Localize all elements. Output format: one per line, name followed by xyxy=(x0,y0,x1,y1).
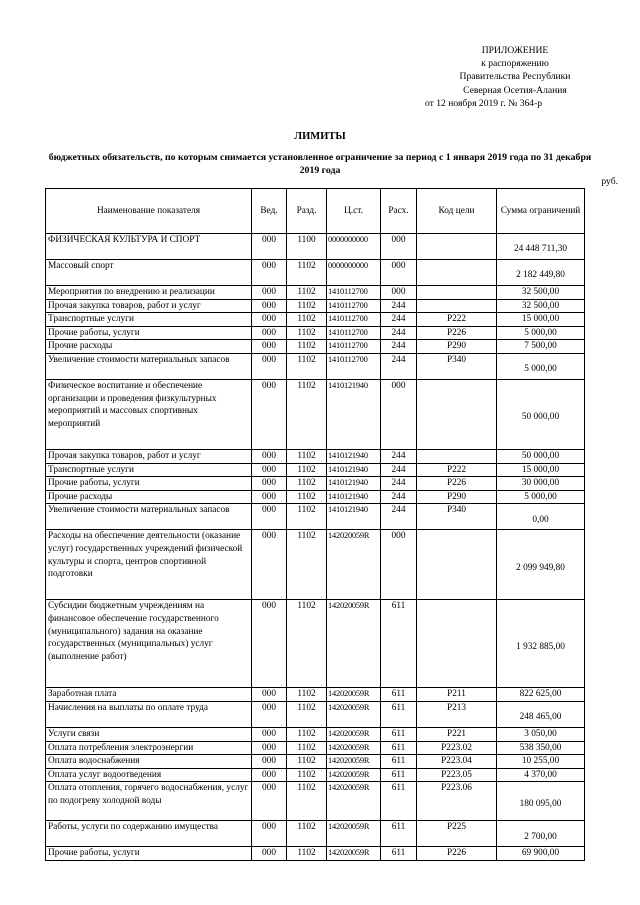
row-razd: 1102 xyxy=(287,313,327,327)
row-name: Прочие работы, услуги xyxy=(46,847,252,861)
row-name: Физическое воспитание и обеспечение организации и проведения физкультурных мероприятий и массовых спортивных мероприятий xyxy=(46,379,252,449)
row-name: Увеличение стоимости материальных запасов xyxy=(46,504,252,530)
row-cst: 142020059R xyxy=(327,600,381,688)
row-name: Транспортные услуги xyxy=(46,313,252,327)
table-row xyxy=(46,600,585,688)
row-name: Массовый спорт xyxy=(46,260,252,286)
table-row xyxy=(46,741,585,755)
row-sum: 180 095,00 xyxy=(497,782,585,821)
row-name: Мероприятия по внедрению и реализации xyxy=(46,286,252,300)
row-name: Прочая закупка товаров, работ и услуг xyxy=(46,299,252,313)
table-row xyxy=(46,313,585,327)
table-row xyxy=(46,768,585,782)
limits-table xyxy=(45,188,585,861)
row-ved: 000 xyxy=(252,821,287,847)
row-sum: 538 350,00 xyxy=(497,741,585,755)
row-razd: 1102 xyxy=(287,463,327,477)
table-row xyxy=(46,379,585,449)
row-sum: 2 700,00 xyxy=(497,821,585,847)
row-goal-code xyxy=(417,234,497,260)
row-rash: 244 xyxy=(381,504,417,530)
row-rash: 244 xyxy=(381,326,417,340)
row-razd: 1102 xyxy=(287,504,327,530)
row-name: Увеличение стоимости материальных запасов xyxy=(46,353,252,379)
row-ved: 000 xyxy=(252,688,287,702)
row-ved: 000 xyxy=(252,299,287,313)
row-razd: 1102 xyxy=(287,768,327,782)
row-ved: 000 xyxy=(252,353,287,379)
row-rash: 611 xyxy=(381,782,417,821)
row-rash: 244 xyxy=(381,477,417,491)
row-rash: 611 xyxy=(381,727,417,741)
row-sum: 5 000,00 xyxy=(497,353,585,379)
row-rash: 244 xyxy=(381,299,417,313)
row-cst: 142020059R xyxy=(327,727,381,741)
row-ved: 000 xyxy=(252,727,287,741)
row-sum: 30 000,00 xyxy=(497,477,585,491)
header-sum: Сумма ограничений xyxy=(497,189,585,234)
row-ved: 000 xyxy=(252,326,287,340)
row-ved: 000 xyxy=(252,782,287,821)
row-razd: 1102 xyxy=(287,477,327,491)
row-razd: 1102 xyxy=(287,782,327,821)
row-goal-code: P225 xyxy=(417,821,497,847)
row-rash: 244 xyxy=(381,449,417,463)
header-ved: Вед. xyxy=(252,189,287,234)
row-rash: 611 xyxy=(381,768,417,782)
row-cst: 1410121940 xyxy=(327,490,381,504)
row-razd: 1102 xyxy=(287,847,327,861)
row-goal-code: P211 xyxy=(417,688,497,702)
row-rash: 244 xyxy=(381,340,417,354)
appendix-date-line: от 12 ноября 2019 г. № 364-р xyxy=(425,97,543,109)
row-ved: 000 xyxy=(252,768,287,782)
table-row xyxy=(46,449,585,463)
appendix-label: ПРИЛОЖЕНИЕ xyxy=(481,45,549,56)
row-cst: 1410121940 xyxy=(327,463,381,477)
row-rash: 244 xyxy=(381,353,417,379)
row-cst: 142020059R xyxy=(327,688,381,702)
row-cst: 142020059R xyxy=(327,821,381,847)
row-rash: 611 xyxy=(381,755,417,769)
row-rash: 244 xyxy=(381,313,417,327)
row-cst: 142020059R xyxy=(327,847,381,861)
row-goal-code xyxy=(417,299,497,313)
currency-label: руб. xyxy=(601,176,618,187)
row-ved: 000 xyxy=(252,530,287,600)
header-cst: Ц.ст. xyxy=(327,189,381,234)
row-razd: 1102 xyxy=(287,727,327,741)
table-row xyxy=(46,234,585,260)
row-ved: 000 xyxy=(252,286,287,300)
table-row xyxy=(46,688,585,702)
table-header-row xyxy=(46,189,585,234)
row-sum: 50 000,00 xyxy=(497,379,585,449)
row-name: Работы, услуги по содержанию имущества xyxy=(46,821,252,847)
row-ved: 000 xyxy=(252,755,287,769)
row-razd: 1102 xyxy=(287,530,327,600)
row-goal-code: P290 xyxy=(417,340,497,354)
row-goal-code xyxy=(417,260,497,286)
row-ved: 000 xyxy=(252,741,287,755)
row-sum: 69 900,00 xyxy=(497,847,585,861)
table-row xyxy=(46,530,585,600)
row-name: Услуги связи xyxy=(46,727,252,741)
row-razd: 1102 xyxy=(287,340,327,354)
row-sum: 32 500,00 xyxy=(497,286,585,300)
row-name: Расходы на обеспечение деятельности (оказание услуг) государственных учреждений физической культуры и спорта, центров спортивной подготовки xyxy=(46,530,252,600)
row-goal-code: P226 xyxy=(417,477,497,491)
row-name: Прочая закупка товаров, работ и услуг xyxy=(46,449,252,463)
header-goal-code: Код цели xyxy=(417,189,497,234)
table-row xyxy=(46,755,585,769)
table-row xyxy=(46,701,585,727)
row-sum: 15 000,00 xyxy=(497,313,585,327)
row-rash: 611 xyxy=(381,701,417,727)
table-row xyxy=(46,782,585,821)
row-ved: 000 xyxy=(252,490,287,504)
row-name: Прочие расходы xyxy=(46,340,252,354)
row-goal-code: P226 xyxy=(417,847,497,861)
row-ved: 000 xyxy=(252,600,287,688)
header-indicator-name: Наименование показателя xyxy=(46,189,252,234)
table-row xyxy=(46,847,585,861)
row-razd: 1102 xyxy=(287,701,327,727)
table-row xyxy=(46,463,585,477)
row-razd: 1102 xyxy=(287,353,327,379)
row-rash: 611 xyxy=(381,600,417,688)
row-goal-code: P223.05 xyxy=(417,768,497,782)
row-rash: 244 xyxy=(381,463,417,477)
document-subtitle: бюджетных обязательств, по которым снимается установленное ограничение за период с 1 января 2019 года по 31 декабря 2019 года xyxy=(48,152,592,176)
row-ved: 000 xyxy=(252,847,287,861)
row-cst: 1410112700 xyxy=(327,353,381,379)
row-razd: 1102 xyxy=(287,299,327,313)
row-goal-code: P226 xyxy=(417,326,497,340)
row-sum: 2 182 449,80 xyxy=(497,260,585,286)
table-row xyxy=(46,286,585,300)
table-row xyxy=(46,326,585,340)
row-razd: 1102 xyxy=(287,379,327,449)
row-razd: 1102 xyxy=(287,449,327,463)
row-sum: 2 099 949,80 xyxy=(497,530,585,600)
row-sum: 4 370,00 xyxy=(497,768,585,782)
row-goal-code: P290 xyxy=(417,490,497,504)
row-cst: 1410112700 xyxy=(327,313,381,327)
row-cst: 142020059R xyxy=(327,701,381,727)
row-rash: 000 xyxy=(381,379,417,449)
row-goal-code: P223.04 xyxy=(417,755,497,769)
row-ved: 000 xyxy=(252,463,287,477)
row-sum: 15 000,00 xyxy=(497,463,585,477)
row-name: ФИЗИЧЕСКАЯ КУЛЬТУРА И СПОРТ xyxy=(46,234,252,260)
row-goal-code xyxy=(417,449,497,463)
row-rash: 611 xyxy=(381,741,417,755)
row-name: Оплата услуг водоотведения xyxy=(46,768,252,782)
row-name: Прочие работы, услуги xyxy=(46,477,252,491)
row-cst: 142020059R xyxy=(327,530,381,600)
table-row xyxy=(46,340,585,354)
table-row xyxy=(46,353,585,379)
row-sum: 32 500,00 xyxy=(497,299,585,313)
row-goal-code xyxy=(417,286,497,300)
row-sum: 1 932 885,00 xyxy=(497,600,585,688)
document-title: ЛИМИТЫ xyxy=(294,131,346,142)
row-sum: 50 000,00 xyxy=(497,449,585,463)
row-ved: 000 xyxy=(252,260,287,286)
row-sum: 5 000,00 xyxy=(497,490,585,504)
row-sum: 0,00 xyxy=(497,504,585,530)
row-sum: 3 050,00 xyxy=(497,727,585,741)
row-cst: 1410112700 xyxy=(327,299,381,313)
row-name: Оплата водоснабжения xyxy=(46,755,252,769)
row-rash: 000 xyxy=(381,286,417,300)
row-cst: 142020059R xyxy=(327,782,381,821)
row-rash: 611 xyxy=(381,821,417,847)
row-razd: 1102 xyxy=(287,741,327,755)
table-row xyxy=(46,727,585,741)
appendix-region-line: Северная Осетия-Алания xyxy=(463,84,567,96)
header-razd: Разд. xyxy=(287,189,327,234)
table-row xyxy=(46,477,585,491)
row-sum: 5 000,00 xyxy=(497,326,585,340)
appendix-header xyxy=(420,44,610,110)
row-sum: 10 255,00 xyxy=(497,755,585,769)
row-name: Оплата отопления, горячего водоснабжения, услуг по подогреву холодной воды xyxy=(46,782,252,821)
row-sum: 822 625,00 xyxy=(497,688,585,702)
row-cst: 142020059R xyxy=(327,768,381,782)
row-ved: 000 xyxy=(252,340,287,354)
row-name: Субсидии бюджетным учреждениям на финансовое обеспечение государственного (муниципального) задания на оказание государственных (муниципальных) услуг (выполнение работ) xyxy=(46,600,252,688)
row-ved: 000 xyxy=(252,504,287,530)
header-rash: Расх. xyxy=(381,189,417,234)
row-goal-code: P222 xyxy=(417,463,497,477)
row-sum: 7 500,00 xyxy=(497,340,585,354)
row-goal-code xyxy=(417,379,497,449)
row-name: Прочие расходы xyxy=(46,490,252,504)
row-goal-code xyxy=(417,530,497,600)
row-rash: 244 xyxy=(381,490,417,504)
row-cst: 1410121940 xyxy=(327,504,381,530)
row-rash: 000 xyxy=(381,234,417,260)
row-cst: 1410112700 xyxy=(327,326,381,340)
row-cst: 0000000000 xyxy=(327,260,381,286)
row-cst: 1410121940 xyxy=(327,449,381,463)
row-razd: 1102 xyxy=(287,600,327,688)
row-goal-code: P340 xyxy=(417,353,497,379)
row-goal-code: P223.06 xyxy=(417,782,497,821)
row-name: Заработная плата xyxy=(46,688,252,702)
row-razd: 1102 xyxy=(287,755,327,769)
row-sum: 248 465,00 xyxy=(497,701,585,727)
row-razd: 1100 xyxy=(287,234,327,260)
row-goal-code: P213 xyxy=(417,701,497,727)
row-cst: 1410112700 xyxy=(327,286,381,300)
row-razd: 1102 xyxy=(287,286,327,300)
row-rash: 611 xyxy=(381,688,417,702)
appendix-government-line: Правительства Республики xyxy=(459,71,571,83)
table-row xyxy=(46,504,585,530)
row-razd: 1102 xyxy=(287,260,327,286)
table-row xyxy=(46,299,585,313)
row-razd: 1102 xyxy=(287,821,327,847)
row-goal-code: P223.02 xyxy=(417,741,497,755)
row-cst: 1410112700 xyxy=(327,340,381,354)
row-rash: 000 xyxy=(381,260,417,286)
row-razd: 1102 xyxy=(287,326,327,340)
row-goal-code xyxy=(417,600,497,688)
row-ved: 000 xyxy=(252,701,287,727)
table-row xyxy=(46,260,585,286)
row-name: Оплата потребления электроэнергии xyxy=(46,741,252,755)
appendix-order-line: к распоряжению xyxy=(481,58,549,70)
row-name: Начисления на выплаты по оплате труда xyxy=(46,701,252,727)
row-name: Транспортные услуги xyxy=(46,463,252,477)
row-ved: 000 xyxy=(252,477,287,491)
table-row xyxy=(46,821,585,847)
row-razd: 1102 xyxy=(287,490,327,504)
row-cst: 1410121940 xyxy=(327,477,381,491)
row-rash: 611 xyxy=(381,847,417,861)
row-sum: 24 448 711,30 xyxy=(497,234,585,260)
row-cst: 1410121940 xyxy=(327,379,381,449)
row-ved: 000 xyxy=(252,313,287,327)
row-name: Прочие работы, услуги xyxy=(46,326,252,340)
table-row xyxy=(46,490,585,504)
row-ved: 000 xyxy=(252,449,287,463)
row-cst: 142020059R xyxy=(327,755,381,769)
row-ved: 000 xyxy=(252,379,287,449)
row-cst: 0000000000 xyxy=(327,234,381,260)
row-rash: 000 xyxy=(381,530,417,600)
row-cst: 142020059R xyxy=(327,741,381,755)
row-razd: 1102 xyxy=(287,688,327,702)
row-goal-code: P221 xyxy=(417,727,497,741)
row-ved: 000 xyxy=(252,234,287,260)
row-goal-code: P340 xyxy=(417,504,497,530)
row-goal-code: P222 xyxy=(417,313,497,327)
